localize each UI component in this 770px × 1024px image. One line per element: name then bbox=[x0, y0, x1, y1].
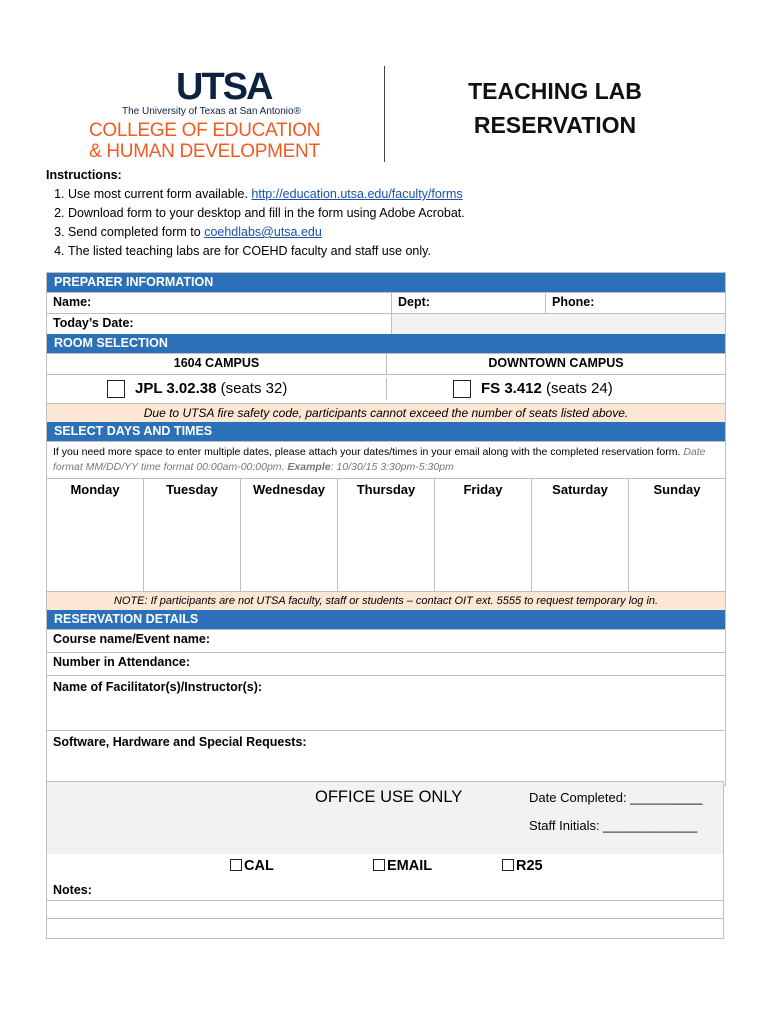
staff-initials-field[interactable]: Staff Initials: _____________ bbox=[529, 818, 698, 833]
fire-safety-notice: Due to UTSA fire safety code, participants cannot exceed the number of seats listed above. bbox=[47, 403, 725, 422]
email-checkbox[interactable] bbox=[373, 859, 385, 871]
dept-label: Dept: bbox=[398, 295, 430, 309]
office-use-box bbox=[46, 781, 724, 939]
oit-notice: NOTE: If participants are not UTSA faculty, staff or students – contact OIT ext. 5555 to request temporary log in. bbox=[47, 591, 725, 610]
dept-field[interactable] bbox=[391, 293, 545, 313]
cal-checkbox[interactable] bbox=[230, 859, 242, 871]
header-divider bbox=[384, 66, 385, 162]
room-fs-option[interactable] bbox=[386, 378, 725, 400]
days-instructions bbox=[47, 441, 725, 478]
instruction-1 bbox=[68, 185, 465, 204]
campus-downtown-label: DOWNTOWN CAMPUS bbox=[386, 354, 725, 374]
day-label: Tuesday bbox=[166, 482, 218, 497]
day-thursday[interactable] bbox=[337, 479, 434, 591]
attendance-label: Number in Attendance: bbox=[53, 655, 191, 669]
room-fs-name: FS 3.412 bbox=[481, 379, 542, 397]
r25-checkbox[interactable] bbox=[502, 859, 514, 871]
room-fs-seats: (seats 24) bbox=[541, 379, 613, 397]
reservation-form bbox=[46, 272, 726, 786]
office-use-title: OFFICE USE ONLY bbox=[315, 788, 463, 806]
name-field[interactable] bbox=[47, 293, 391, 313]
utsa-logo-subtitle: The University of Texas at San Antonio® bbox=[122, 106, 301, 117]
instruction-2: 2. Download form to your desktop and fill in the form using Adobe Acrobat. bbox=[68, 204, 465, 223]
preparer-section-header: PREPARER INFORMATION bbox=[47, 273, 725, 292]
r25-option[interactable] bbox=[502, 858, 543, 874]
form-title-line-2: RESERVATION bbox=[473, 112, 637, 138]
notes-field[interactable] bbox=[47, 900, 723, 938]
email-option[interactable] bbox=[373, 858, 432, 874]
reservation-section-header: RESERVATION DETAILS bbox=[47, 610, 725, 629]
days-example-label: Example bbox=[287, 461, 331, 473]
instruction-3 bbox=[68, 223, 465, 242]
days-section-header: SELECT DAYS AND TIMES bbox=[47, 422, 725, 441]
attendance-field[interactable] bbox=[47, 653, 196, 675]
instruction-3-text: Send completed form to bbox=[68, 225, 205, 239]
day-saturday[interactable] bbox=[531, 479, 628, 591]
days-note-text: If you need more space to enter multiple dates, please attach your dates/times in your email along with the completed reservation form. bbox=[53, 446, 684, 458]
room-jpl-name: JPL 3.02.38 bbox=[135, 379, 217, 397]
room-fs-checkbox[interactable] bbox=[453, 380, 471, 398]
phone-field[interactable] bbox=[545, 293, 725, 313]
cal-label: CAL bbox=[244, 858, 274, 874]
day-label: Wednesday bbox=[252, 482, 325, 497]
todays-date-field[interactable] bbox=[47, 314, 391, 334]
phone-label: Phone: bbox=[552, 295, 595, 309]
day-wednesday[interactable] bbox=[240, 479, 337, 591]
software-requests-field[interactable] bbox=[47, 731, 313, 785]
instructions bbox=[46, 166, 465, 261]
day-label: Saturday bbox=[552, 482, 608, 497]
day-monday[interactable] bbox=[47, 479, 143, 591]
form-title bbox=[440, 74, 670, 142]
notes-label: Notes: bbox=[53, 883, 92, 897]
room-jpl-seats: (seats 32) bbox=[216, 379, 288, 397]
college-logo bbox=[89, 120, 320, 162]
cal-option[interactable] bbox=[230, 858, 274, 874]
instruction-1-text: Use most current form available. bbox=[68, 187, 252, 201]
day-tuesday[interactable] bbox=[143, 479, 240, 591]
day-label: Sunday bbox=[653, 482, 701, 497]
software-requests-label: Software, Hardware and Special Requests: bbox=[53, 735, 307, 749]
date-completed-field[interactable]: Date Completed: __________ bbox=[529, 790, 703, 805]
course-name-field[interactable] bbox=[47, 630, 216, 652]
day-label: Friday bbox=[463, 482, 503, 497]
name-label: Name: bbox=[53, 295, 92, 309]
days-format-text: Date format MM/DD/YY time format 00:00am-00:00pm. bbox=[53, 446, 706, 473]
form-title-line-1: TEACHING LAB bbox=[468, 78, 642, 104]
college-logo-line-1: COLLEGE OF EDUCATION bbox=[89, 120, 321, 141]
preparer-empty-cell bbox=[391, 314, 725, 334]
room-jpl-checkbox[interactable] bbox=[107, 380, 125, 398]
day-label: Thursday bbox=[356, 482, 416, 497]
room-section-header: ROOM SELECTION bbox=[47, 334, 725, 353]
facilitator-label: Name of Facilitator(s)/Instructor(s): bbox=[53, 680, 263, 694]
r25-label: R25 bbox=[516, 858, 543, 874]
days-example-text: : 10/30/15 3:30pm-5:30pm bbox=[330, 461, 454, 473]
course-name-label: Course name/Event name: bbox=[53, 632, 210, 646]
instructions-heading: Instructions: bbox=[46, 168, 122, 182]
todays-date-label: Today’s Date: bbox=[53, 316, 134, 330]
facilitator-field[interactable] bbox=[47, 676, 268, 730]
day-label: Monday bbox=[70, 482, 120, 497]
campus-1604-label: 1604 CAMPUS bbox=[173, 356, 260, 370]
days-row bbox=[47, 478, 725, 591]
day-sunday[interactable] bbox=[628, 479, 725, 591]
instruction-4: 4. The listed teaching labs are for COEHD faculty and staff use only. bbox=[68, 242, 465, 261]
utsa-logo: UTSA bbox=[176, 66, 272, 108]
room-jpl-option[interactable] bbox=[47, 378, 386, 400]
forms-link[interactable]: http://education.utsa.edu/faculty/forms bbox=[251, 187, 463, 201]
college-logo-line-2: & HUMAN DEVELOPMENT bbox=[89, 141, 320, 162]
email-link[interactable]: coehdlabs@utsa.edu bbox=[204, 225, 322, 239]
email-label: EMAIL bbox=[387, 858, 433, 874]
day-friday[interactable] bbox=[434, 479, 531, 591]
